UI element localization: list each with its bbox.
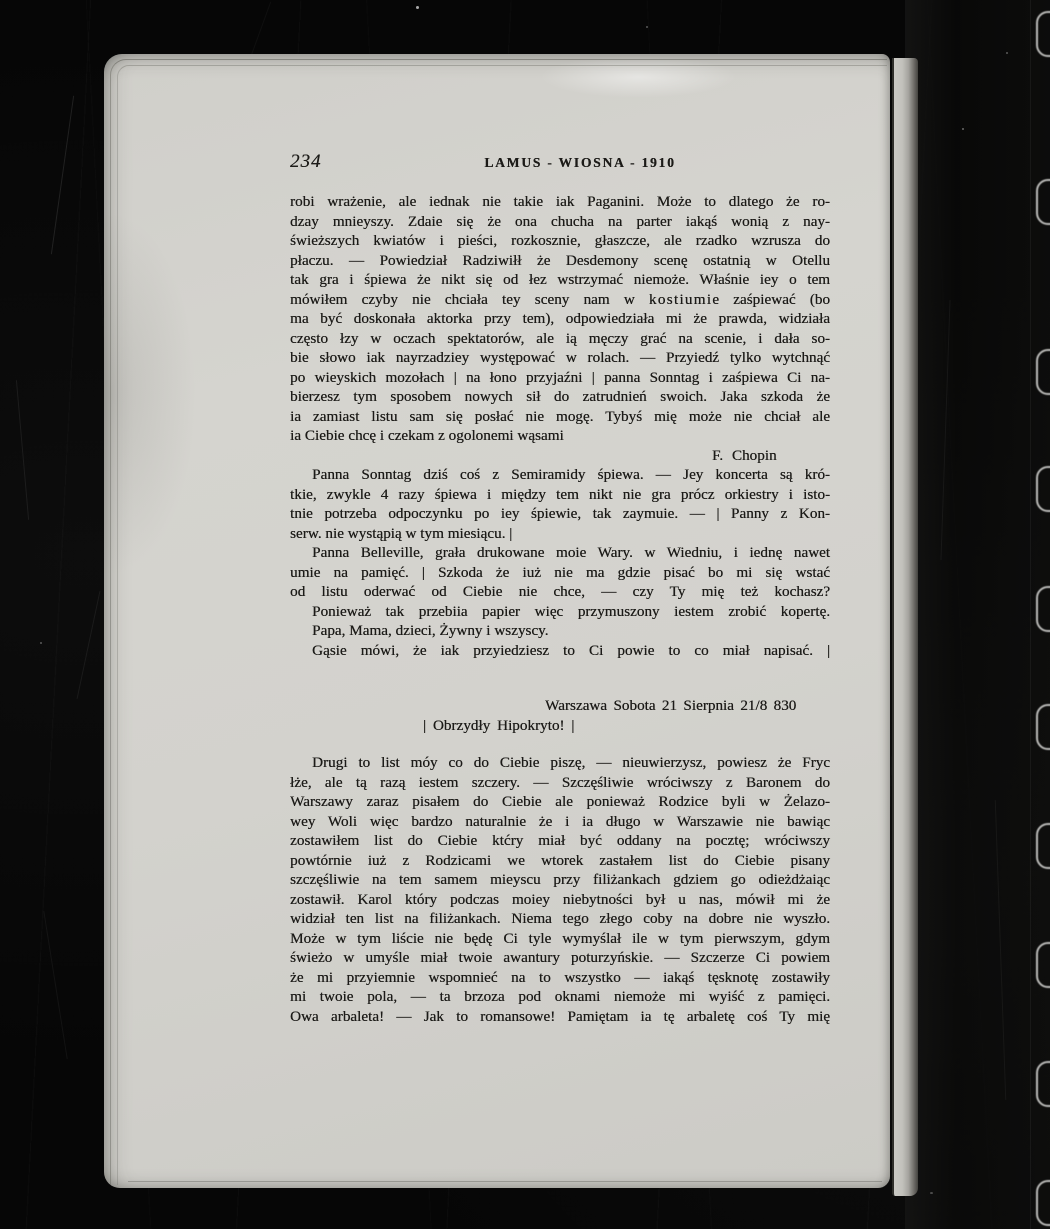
text-line: Warszawy zaraz pisałem do Ciebie ale ponieważ Rodzice byli w Żelazo- xyxy=(290,793,830,810)
text-line: bie słowo iak nayrzadziey występować w rolach. — Przyiedź tylko wytchnąć xyxy=(290,349,830,366)
sprocket-hole xyxy=(1036,1061,1050,1107)
text-line: Ponieważ tak przebiia papier więc przymuszony iestem zrobić kopertę. xyxy=(312,602,830,620)
letter-paragraph xyxy=(290,621,830,641)
letter-paragraph xyxy=(290,602,830,622)
dateline-line: Warszawa Sobota 21 Sierpnia 21/8 830 xyxy=(545,697,797,714)
letter-paragraph xyxy=(290,753,830,1026)
sprocket-hole xyxy=(1036,942,1050,988)
text-column xyxy=(290,152,830,1026)
signature-line: F. Chopin xyxy=(712,446,777,464)
text-line: Panna Belleville, grała drukowane moie Wary. w Wiedniu, i iednę nawet xyxy=(312,544,830,561)
dust-speck xyxy=(416,6,419,9)
text-line: zostawiłem list do Ciebie ktćry miał być oddany na pocztę; wróciwszy xyxy=(290,832,830,849)
text-line: zostawił. Karol który podczas moiey niebytności był u nas, mówił mi że xyxy=(290,890,830,908)
sprocket-hole xyxy=(1036,11,1050,57)
sprocket-hole xyxy=(1036,466,1050,512)
running-header: LAMUS - WIOSNA - 1910 xyxy=(484,155,676,170)
text-line: płaczu. — Powiedział Radziwiłł że Desdemony scenę ostatnią w Otellu xyxy=(290,251,830,269)
letter-paragraph xyxy=(290,641,830,661)
text-line: świeższych kwiatów i pieści, rozkosznie, głaszcze, ale rzadko wzrusza do xyxy=(290,232,830,249)
text-line: od listu oderwać od Ciebie nie chce, — czy Ty mię też kochasz? xyxy=(290,583,830,600)
letter-paragraph xyxy=(290,465,830,543)
text-line: tnie potrzeba odpoczynku po iey śpiewie, tak zaymuie. — | Panny z Kon- xyxy=(290,505,830,522)
sprocket-hole xyxy=(1036,823,1050,869)
dust-speck xyxy=(646,26,648,28)
film-scratch xyxy=(77,591,101,699)
text-line: bierzesz tym sposobem nowych sił do zatrudnień swoich. Jaka szkoda że xyxy=(290,388,830,405)
text-line: mówiłem czyby nie chciała tey sceny nam w k o s t i u m i e zaśpiewać (bo xyxy=(290,290,830,308)
text-line: powtórnie iuż z Rodzicami we wtorek zastałem list do Ciebie pisany xyxy=(290,851,830,869)
text-line: tkie, zwykle 4 razy śpiewa i między tem nikt nie gra prócz orkiestry i isto- xyxy=(290,485,830,503)
text-line: dzay mnieyszy. Zdaie się że ona chucha na parter iakąś wonią z nay- xyxy=(290,212,830,230)
text-line: że mi przyiemnie wspomnieć na to wszystko — iakąś tęsknotę zostawiły xyxy=(290,968,830,986)
text-line: Papa, Mama, dzieci, Żywny i wszyscy. xyxy=(312,622,549,639)
dust-speck xyxy=(1006,52,1008,54)
text-line: Drugi to list móy co do Ciebie piszę, — nieuwierzysz, powiesz że Fryc xyxy=(312,754,830,771)
sprocket-hole xyxy=(1036,349,1050,395)
film-scratch xyxy=(250,2,271,59)
text-line: często łzy w oczach spektatorów, ale ią męczy grać na scenie, i dała so- xyxy=(290,329,830,347)
text-line: umie na pamięć. | Szkoda że iuż nie ma gdzie pisać bo mi się wstać xyxy=(290,563,830,581)
sprocket-hole xyxy=(1036,704,1050,750)
letter-paragraph xyxy=(290,543,830,602)
page-number: 234 xyxy=(290,151,322,172)
text-line: serw. nie wystąpią w tym miesiącu. | xyxy=(290,524,513,542)
film-scratch xyxy=(16,380,29,520)
dust-speck xyxy=(930,1192,933,1194)
sprocket-hole xyxy=(1036,586,1050,632)
salutation-line: | Obrzydły Hipokryto! | xyxy=(423,716,575,734)
sprocket-hole xyxy=(1036,179,1050,225)
text-line: po wieyskich mozołach | na łono przyjaźni | panna Sonntag i zaśpiewa Ci na- xyxy=(290,368,830,386)
text-line: robi wrażenie, ale iednak nie takie iak Paganini. Może to dlatego że ro- xyxy=(290,193,830,210)
text-line: Może w tym liście nie będę Ci tyle wymyślał ile w tym pierwszym, gdym xyxy=(290,929,830,947)
film-scratch xyxy=(51,96,74,255)
text-line: tak gra i śpiewa że nikt się od łez wstrzymać niemoże. Właśnie iey o tem xyxy=(290,271,830,288)
film-band xyxy=(905,0,1050,1229)
text-line: Panna Sonntag dziś coś z Semiramidy śpiewa. — Jey koncerta są kró- xyxy=(312,466,830,483)
text-line: wey Woli więc bardzo naturalnie że i ia długo w Warszawie nie bawiąc xyxy=(290,812,830,830)
film-edge-line xyxy=(1030,0,1031,1229)
dust-speck xyxy=(962,128,964,130)
letter-text xyxy=(290,192,830,1026)
sprocket-hole xyxy=(1036,1180,1050,1226)
text-line: łże, ale tą razą iestem szczery. — Szczęśliwie wróciwszy z Baronem do xyxy=(290,773,830,791)
dust-speck xyxy=(40,642,42,644)
page-bottom-edge-line xyxy=(128,1181,882,1182)
page-fore-edge xyxy=(892,58,918,1196)
running-head-row xyxy=(290,152,830,176)
text-line: ia Ciebie chcę i czekam z ogolonemi wąsami xyxy=(290,427,564,444)
letter-paragraph xyxy=(290,192,830,446)
text-line: widział ten list na filiżankach. Niema tego złego coby na dobre nie wyszło. xyxy=(290,910,830,927)
film-scratch xyxy=(43,911,67,1059)
text-line: Gąsie mówi, że iak przyiedziesz to Ci powie to co miał napisać. | xyxy=(312,641,830,659)
text-line: mi twoie pola, — ta brzoza pod oknami niemoże mi wyiść z pamięci. xyxy=(290,988,830,1005)
text-line: świeżo w umyśle miał twoie awantury poturzyńskie. — Szczerze Ci powiem xyxy=(290,949,830,966)
text-line: ia zamiast listu sam się posłać nie mogę. Tybyś mię może nie chciał ale xyxy=(290,407,830,425)
text-line: ma być doskonała aktorka przy tem), odpowiedziała mi że prawda, widziała xyxy=(290,310,830,327)
text-line: szczęśliwie na tem samem mieyscu przy filiżankach gdziem go odieżdżaiąc xyxy=(290,871,830,888)
scan-page xyxy=(104,54,890,1188)
text-line: Owa arbaleta! — Jak to romansowe! Pamiętam ia tę arbaletę coś Ty mię xyxy=(290,1007,830,1025)
